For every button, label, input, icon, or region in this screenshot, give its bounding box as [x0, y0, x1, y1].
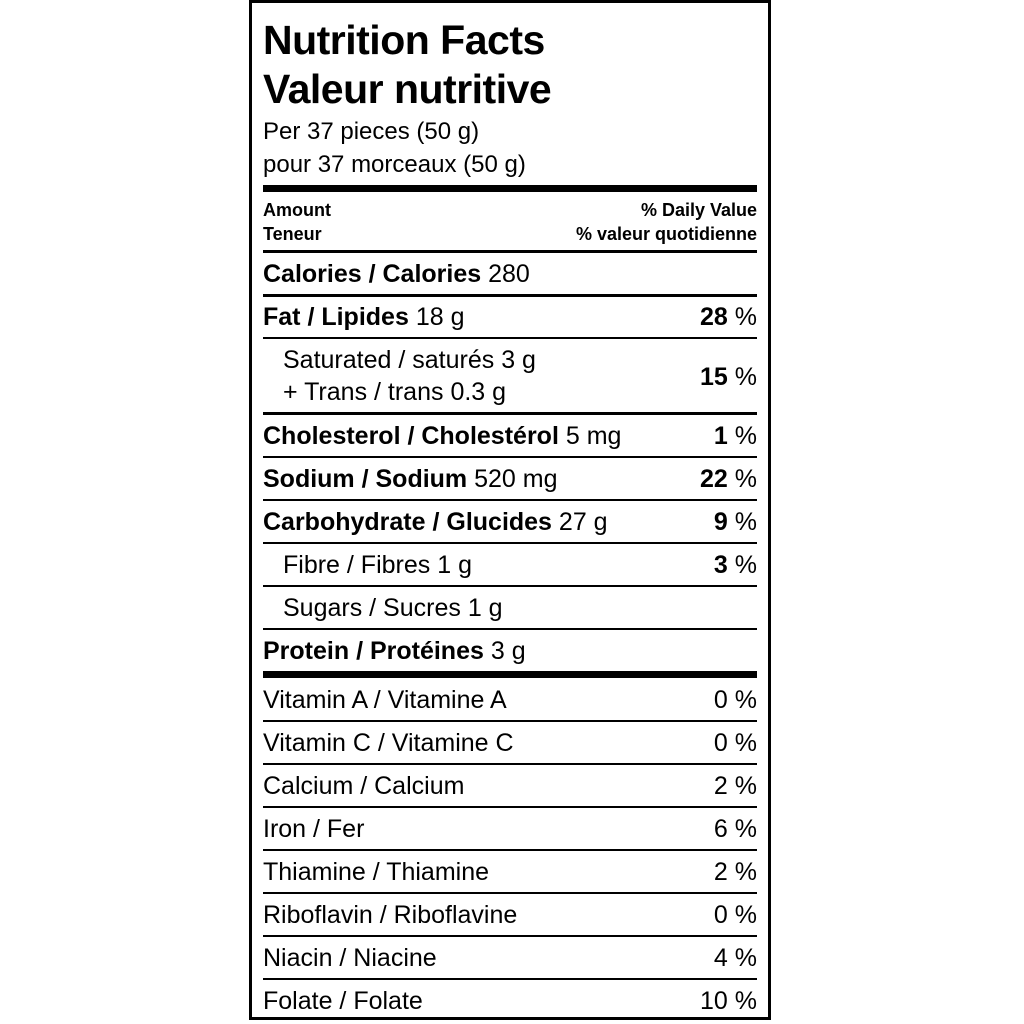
calcium-label: Calcium / Calcium	[263, 772, 465, 800]
sodium-daily-value: 22 %	[700, 465, 757, 493]
fat-label: Fat / Lipides 18 g	[263, 303, 465, 331]
rule-thiamine	[263, 892, 757, 894]
rule-iron	[263, 849, 757, 851]
rule-niacin	[263, 978, 757, 980]
rule-saturated	[263, 412, 757, 415]
folate-daily-value: 10 %	[700, 987, 757, 1015]
rule-carbohydrate	[263, 542, 757, 544]
vitamin-a-label: Vitamin A / Vitamine A	[263, 686, 507, 714]
daily-value-header-english: % Daily Value	[640, 200, 757, 220]
thiamine-label: Thiamine / Thiamine	[263, 858, 490, 886]
calcium-daily-value: 2 %	[713, 772, 757, 800]
thiamine-daily-value: 2 %	[713, 858, 757, 886]
calories-label: Calories / Calories 280	[263, 260, 530, 288]
rule-vitamin-c	[263, 763, 757, 765]
trans-label: + Trans / trans 0.3 g	[283, 378, 507, 406]
cholesterol-label: Cholesterol / Cholestérol 5 mg	[263, 422, 622, 450]
sodium-label: Sodium / Sodium 520 mg	[263, 465, 558, 493]
amount-header-french: Teneur	[263, 224, 322, 244]
rule-calcium	[263, 806, 757, 808]
vitamin-a-daily-value: 0 %	[713, 686, 757, 714]
rule-cholesterol	[263, 456, 757, 458]
riboflavin-label: Riboflavin / Riboflavine	[263, 901, 518, 929]
cholesterol-daily-value: 1 %	[713, 422, 757, 450]
rule-calories	[263, 294, 757, 297]
rule-fat	[263, 337, 757, 339]
folate-label: Folate / Folate	[263, 987, 423, 1015]
carbohydrate-label: Carbohydrate / Glucides 27 g	[263, 508, 608, 536]
saturated-trans-daily-value: 15 %	[700, 363, 757, 391]
protein-label: Protein / Protéines 3 g	[263, 637, 526, 665]
serving-size-french: pour 37 morceaux (50 g)	[263, 151, 526, 178]
rule-riboflavin	[263, 935, 757, 937]
thick-rule-top	[263, 185, 757, 192]
vitamin-c-label: Vitamin C / Vitamine C	[263, 729, 514, 757]
rule-vitamin-a	[263, 720, 757, 722]
label-content	[263, 3, 757, 1017]
vitamin-c-daily-value: 0 %	[713, 729, 757, 757]
iron-daily-value: 6 %	[713, 815, 757, 843]
fibre-label: Fibre / Fibres 1 g	[283, 551, 472, 579]
fat-daily-value: 28 %	[700, 303, 757, 331]
thick-rule-vitamins	[263, 671, 757, 678]
riboflavin-daily-value: 0 %	[713, 901, 757, 929]
daily-value-header-french: % valeur quotidienne	[575, 224, 757, 244]
rule-header	[263, 250, 757, 253]
sugars-label: Sugars / Sucres 1 g	[283, 594, 503, 622]
rule-sugars	[263, 628, 757, 630]
serving-size-english: Per 37 pieces (50 g)	[263, 118, 480, 145]
title-english: Nutrition Facts	[263, 17, 545, 63]
nutrition-facts-label	[249, 0, 771, 1020]
amount-header-english: Amount	[263, 200, 331, 220]
title-french: Valeur nutritive	[263, 66, 552, 112]
fibre-daily-value: 3 %	[713, 551, 757, 579]
rule-sodium	[263, 499, 757, 501]
rule-fibre	[263, 585, 757, 587]
iron-label: Iron / Fer	[263, 815, 365, 843]
niacin-label: Niacin / Niacine	[263, 944, 437, 972]
niacin-daily-value: 4 %	[713, 944, 757, 972]
carbohydrate-daily-value: 9 %	[713, 508, 757, 536]
saturated-label: Saturated / saturés 3 g	[283, 346, 536, 374]
